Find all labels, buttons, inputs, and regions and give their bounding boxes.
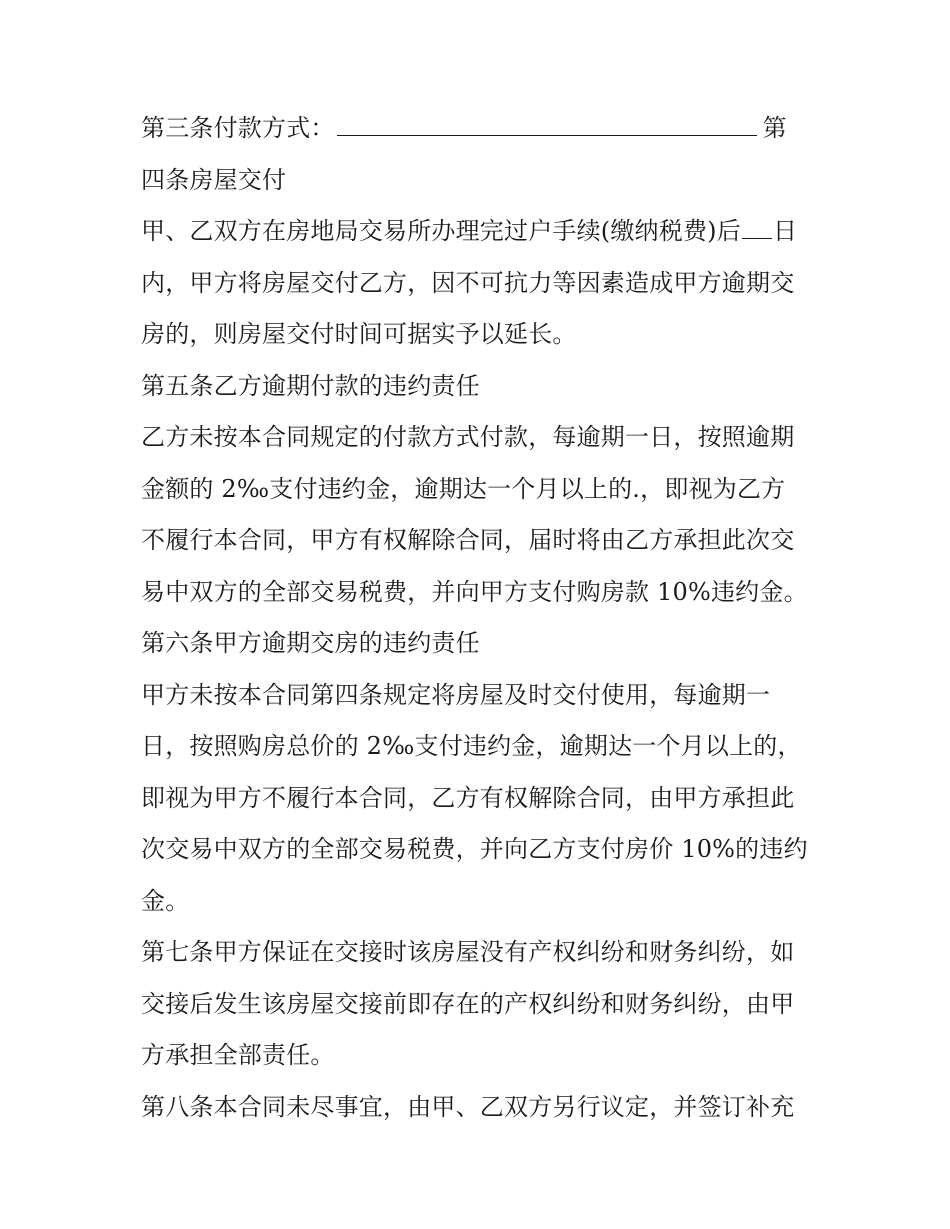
line-text: 即视为甲方不履行本合同，乙方有权解除合同，由甲方承担此 <box>141 783 795 812</box>
line-text: 第七条甲方保证在交接时该房屋没有产权纠纷和财务纠纷，如 <box>141 938 795 966</box>
days-blank <box>742 218 772 239</box>
text-line <box>141 979 816 1031</box>
line-text: 第 <box>762 114 787 142</box>
text-line <box>141 618 816 670</box>
line-text: 方承担全部责任。 <box>141 1041 335 1069</box>
text-line <box>141 412 816 464</box>
text-line <box>141 309 816 361</box>
line-text: 交接后发生该房屋交接前即存在的产权纠纷和财务纠纷，由甲 <box>141 989 795 1018</box>
line-text: 金额的 2‰支付违约金，逾期达一个月以上的.，即视为乙方 <box>141 474 786 503</box>
text-line-delivery-days <box>141 206 816 258</box>
line-text: 日，按照购房总价的 2‰支付违约金，逾期达一个月以上的， <box>141 732 802 760</box>
payment-method-blank <box>337 115 757 136</box>
text-line <box>141 567 816 619</box>
line-text: 日 <box>772 217 798 245</box>
contract-text <box>141 103 816 1133</box>
text-line <box>141 876 816 928</box>
line-text: 四条房屋交付 <box>141 165 287 194</box>
line-text: 第三条付款方式： <box>141 114 335 142</box>
line-text: 内，甲方将房屋交付乙方，因不可抗力等因素造成甲方逾期交 <box>141 268 795 297</box>
text-line <box>141 258 816 310</box>
line-text: 房的，则房屋交付时间可据实予以延长。 <box>141 320 577 348</box>
line-text: 甲方未按本合同第四条规定将房屋及时交付使用，每逾期一 <box>141 680 771 709</box>
line-text: 第六条甲方逾期交房的违约责任 <box>141 629 480 657</box>
line-text: 乙方未按本合同规定的付款方式付款，每逾期一日，按照逾期 <box>141 423 795 451</box>
text-line <box>141 824 816 876</box>
line-text: 次交易中双方的全部交易税费，并向乙方支付房价 10%的违约 <box>141 835 808 863</box>
line-text: 第五条乙方逾期付款的违约责任 <box>141 371 480 400</box>
text-line <box>141 1030 816 1082</box>
text-line <box>141 773 816 825</box>
text-line <box>141 464 816 516</box>
line-text: 不履行本合同，甲方有权解除合同，届时将由乙方承担此次交 <box>141 526 795 554</box>
line-text: 金。 <box>141 886 190 915</box>
text-line <box>141 927 816 979</box>
text-line-payment-method <box>141 103 816 155</box>
line-text: 甲、乙双方在房地局交易所办理完过户手续(缴纳税费)后 <box>141 217 741 245</box>
line-text: 易中双方的全部交易税费，并向甲方支付购房款 10%违约金。 <box>141 577 808 606</box>
text-line <box>141 721 816 773</box>
text-line <box>141 515 816 567</box>
text-line <box>141 670 816 722</box>
line-text: 第八条本合同未尽事宜，由甲、乙双方另行议定，并签订补充 <box>141 1092 795 1121</box>
text-line <box>141 361 816 413</box>
text-line <box>141 155 816 207</box>
text-line <box>141 1082 816 1134</box>
